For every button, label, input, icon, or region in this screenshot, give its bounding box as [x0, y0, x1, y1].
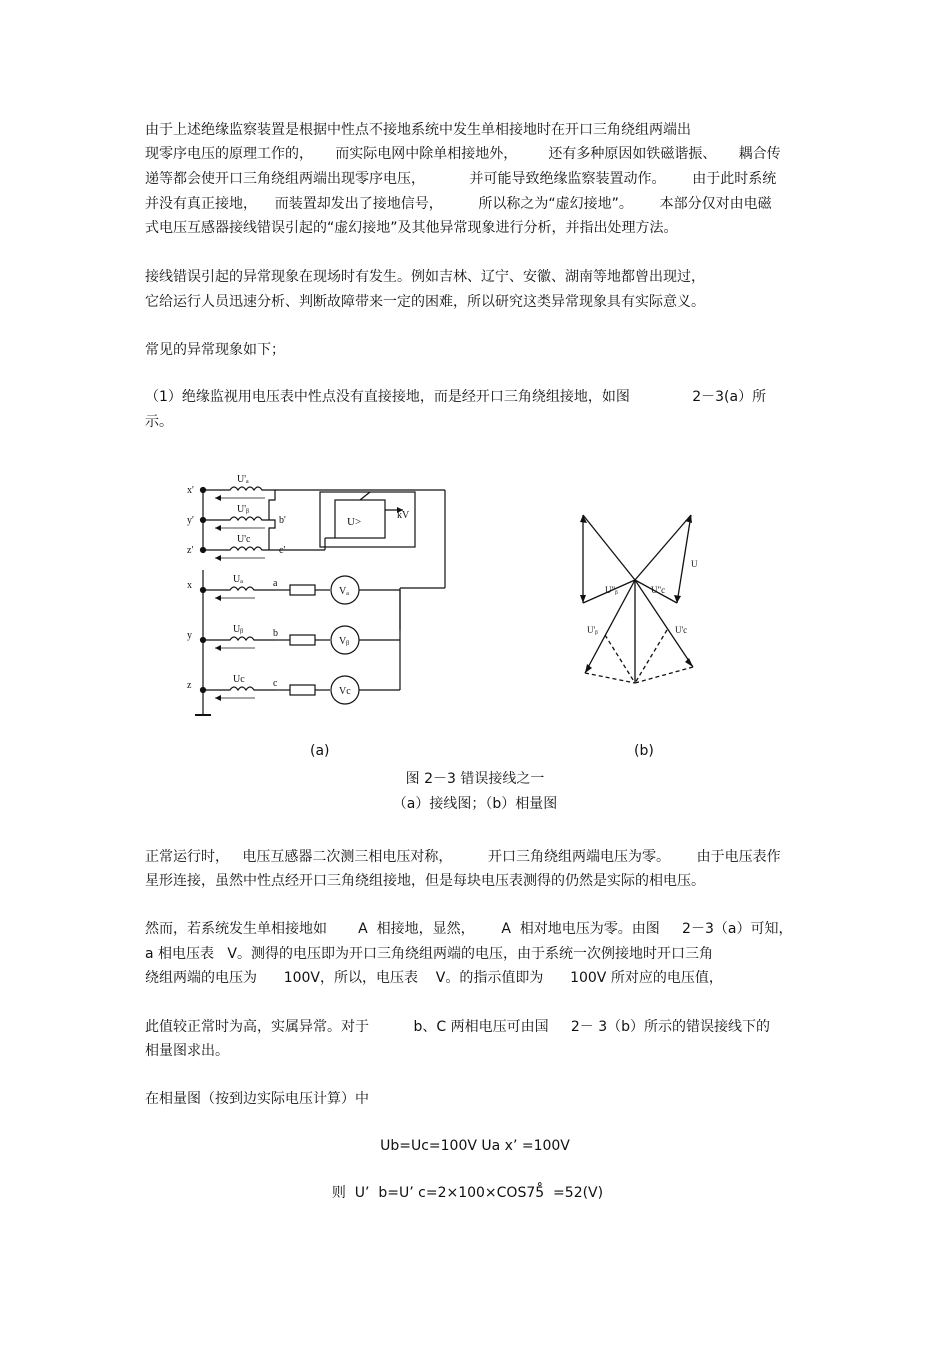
paragraph-1-line-2: 现零序电压的原理工作的， 而实际电网中除单相接地外， 还有多种原因如铁磁谐振、 耦合传	[145, 146, 781, 162]
paragraph-7-line-2: 相量图求出。	[145, 1043, 229, 1059]
label-y: y	[187, 630, 192, 641]
paragraph-2-line-2: 它给运行人员迅速分析、判断故障带来一定的困难，所以研究这类异常现象具有实际意义。	[145, 294, 705, 310]
voltmeter-b-label: Vᵦ	[339, 636, 350, 647]
paragraph-4-line-2: 示。	[145, 414, 173, 430]
label-uc: Uc	[233, 674, 245, 685]
label-uc-prime: U'c	[237, 534, 251, 545]
label-x-prime: x'	[187, 485, 194, 496]
paragraph-5-line-2: 星形连接，虽然中性点经开口三角绕组接地，但是每块电压表测得的仍然是实际的相电压。	[145, 873, 705, 889]
paragraph-1-line-1: 由于上述绝缘监察装置是根据中性点不接地系统中发生单相接地时在开口三角绕组两端出	[145, 122, 691, 138]
label-ub-prime-b: U'ᵦ	[587, 625, 598, 635]
label-c: c	[273, 678, 278, 689]
paragraph-4-line-1: （1）绝缘监视用电压表中性点没有直接接地，而是经开口三角绕组接地，如图 2－3(a）所	[145, 389, 767, 405]
label-u: U	[691, 559, 698, 569]
paragraph-6-line-1: 然而，若系统发生单相接地如 A 相接地，显然， A 相对地电压为零。由图 2－3（a）可知，	[145, 921, 793, 937]
figure-label-a: (a)	[310, 743, 330, 759]
kv-label: kV	[397, 510, 410, 521]
relay-label: U>	[347, 516, 362, 528]
voltmeter-a-label: Vₐ	[339, 586, 349, 597]
paragraph-6-line-3: 绕组两端的电压为 100V，所以，电压表 V。的指示值即为 100V 所对应的电压值，	[145, 970, 723, 986]
formula-2: 则 U’ b=U’ c=2×100×COS75̊ =52(V)	[331, 1185, 604, 1201]
voltmeter-c-label: Vc	[339, 686, 351, 697]
paragraph-1-line-4: 并没有真正接地， 而装置却发出了接地信号， 所以称之为“虚幻接地”。 本部分仅对由电磁	[145, 196, 772, 212]
label-ub-prime: U'ᵦ	[237, 504, 249, 515]
label-x: x	[187, 580, 192, 591]
label-ua-prime: U'ₐ	[237, 474, 249, 485]
label-b-prime: b'	[279, 515, 286, 526]
label-ucc: U"c	[651, 585, 666, 595]
phasor-diagram-b	[575, 505, 700, 690]
paragraph-1-line-5: 式电压互感器接线错误引起的“虚幻接地”及其他异常现象进行分析，并指出处理方法。	[145, 220, 678, 236]
figure-label-b: (b)	[634, 743, 654, 759]
figure-subcaption: （a）接线图；（b）相量图	[392, 796, 558, 812]
paragraph-7-line-1: 此值较正常时为高，实属异常。对于 b、C 两相电压可由国 2－ 3（b）所示的错误接线下的	[145, 1019, 771, 1035]
paragraph-5-line-1: 正常运行时， 电压互感器二次测三相电压对称， 开口三角绕组两端电压为零。 由于电压表作	[145, 849, 781, 865]
paragraph-6-line-2: a 相电压表 V。测得的电压即为开口三角绕组两端的电压，由于系统一次例接地时开口三角	[145, 946, 713, 962]
wiring-diagram-a	[175, 470, 470, 725]
paragraph-1-line-3: 递等都会使开口三角绕组两端出现零序电压， 并可能导致绝缘监察装置动作。 由于此时系统	[145, 171, 777, 187]
label-a: a	[273, 578, 278, 589]
label-z: z	[187, 680, 192, 691]
label-y-prime: y'	[187, 515, 194, 526]
label-b: b	[273, 628, 278, 639]
paragraph-8: 在相量图（按到边实际电压计算）中	[145, 1091, 369, 1107]
formula-1: Ub=Uc=100V Uа x’ =100V	[380, 1138, 570, 1154]
figure-caption: 图 2－3 错误接线之一	[405, 771, 545, 787]
label-ua: Uₐ	[233, 574, 243, 585]
paragraph-3: 常见的异常现象如下；	[145, 342, 285, 358]
paragraph-2-line-1: 接线错误引起的异常现象在现场时有发生。例如吉林、辽宁、安徽、湖南等地都曾出现过，	[145, 269, 705, 285]
label-c-prime: c'	[279, 545, 286, 556]
label-uc-prime-b: U'c	[675, 625, 688, 635]
label-z-prime: z'	[187, 545, 194, 556]
label-ubb: U"ᵦ	[605, 585, 618, 595]
label-ub: Uᵦ	[233, 624, 244, 635]
